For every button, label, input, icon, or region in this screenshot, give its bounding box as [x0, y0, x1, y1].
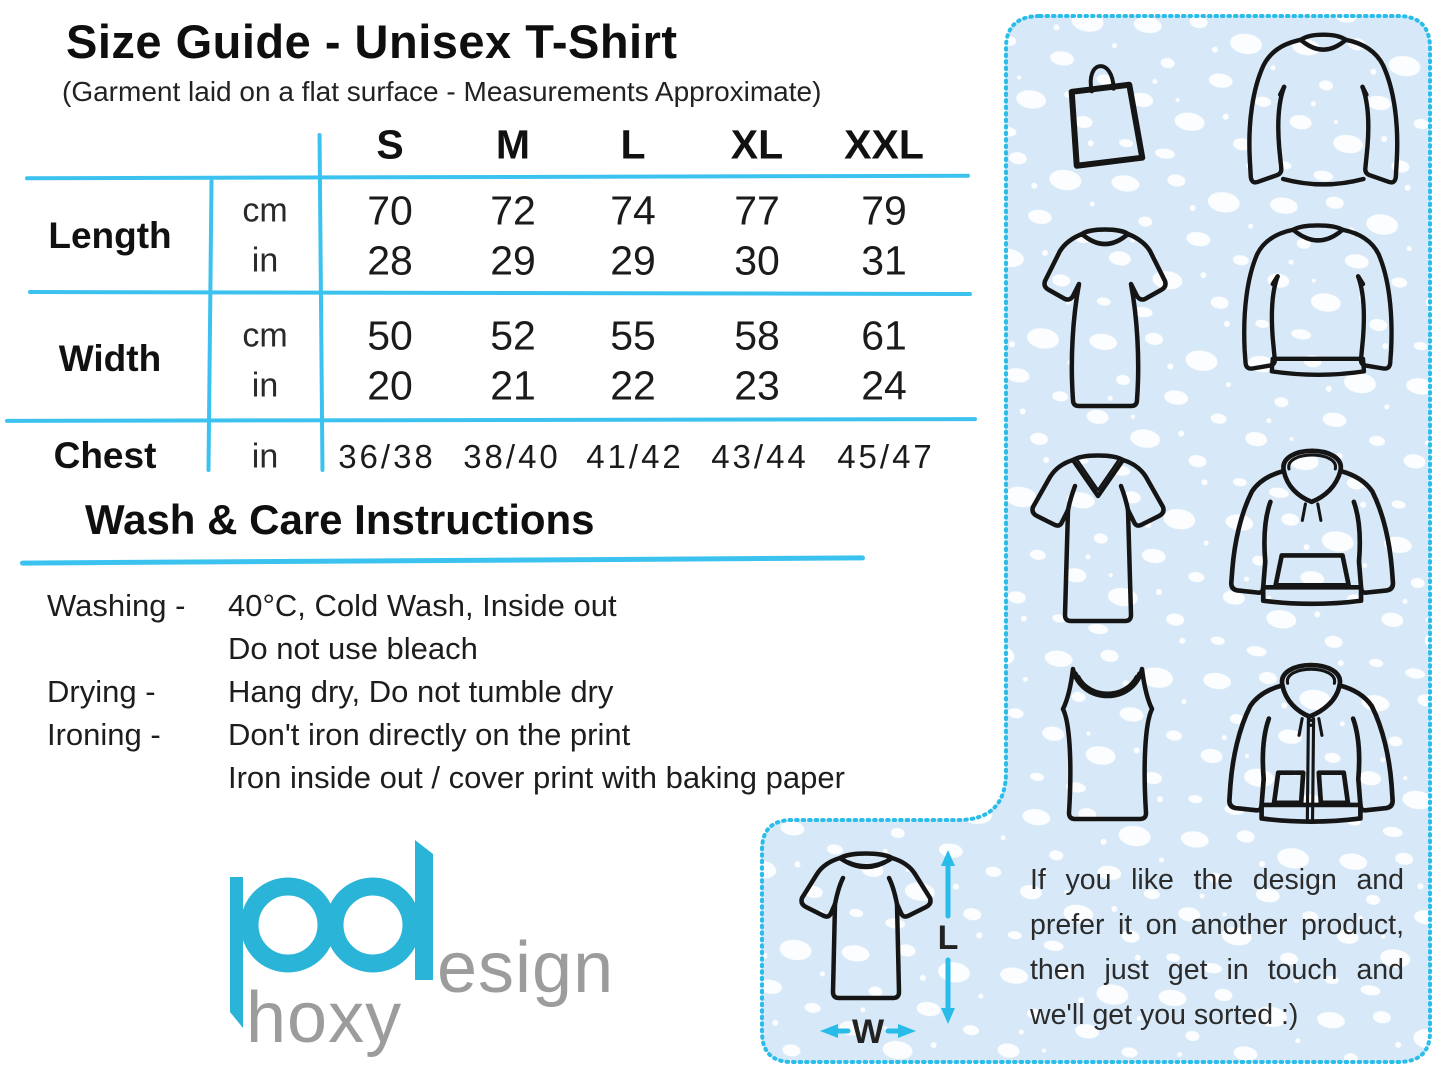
chest-in-xl: 43/44 [711, 438, 809, 475]
width-cm-s: 50 [367, 312, 413, 359]
contact-message-line: then just get in touch and [1030, 954, 1404, 986]
length-in-xxl: 31 [861, 237, 907, 284]
care-text-bleach: Do not use bleach [228, 631, 478, 666]
contact-message-line: we'll get you sorted :) [1030, 999, 1299, 1031]
length-cm-xl: 77 [734, 187, 780, 234]
care-text-ironing: Don't iron directly on the print [228, 717, 631, 752]
col-header-s: S [376, 121, 404, 168]
row-label-width: Width [58, 338, 162, 379]
width-cm-xl: 58 [734, 312, 780, 359]
brand-logo [210, 828, 640, 1073]
length-cm-m: 72 [490, 187, 536, 234]
length-cm-xxl: 79 [861, 187, 907, 234]
width-in-s: 20 [367, 362, 413, 409]
page-subtitle: (Garment laid on a flat surface - Measurements Approximate) [62, 76, 822, 107]
width-cm-l: 55 [610, 312, 656, 359]
width-in-xxl: 24 [861, 362, 907, 409]
width-dim-label: W [851, 1013, 885, 1051]
width-in-l: 22 [610, 362, 656, 409]
page-title: Size Guide - Unisex T-Shirt [66, 15, 678, 68]
length-in-s: 28 [367, 237, 413, 284]
chest-in-xxl: 45/47 [837, 438, 935, 475]
row-label-chest: Chest [53, 435, 157, 476]
care-label-washing: Washing - [47, 588, 186, 623]
contact-message [1030, 858, 1404, 1038]
col-header-xxl: XXL [844, 121, 924, 168]
contact-message-line: prefer it on another product, [1030, 909, 1404, 941]
length-in-xl: 30 [734, 237, 780, 284]
width-unit-cm: cm [242, 316, 288, 355]
length-dim-label: L [937, 919, 959, 957]
length-in-m: 29 [490, 237, 536, 284]
length-cm-l: 74 [610, 187, 656, 234]
logo-design-text: esign [437, 928, 615, 1008]
col-header-xl: XL [730, 121, 784, 168]
col-header-l: L [620, 121, 646, 168]
chest-in-m: 38/40 [463, 438, 561, 475]
col-header-m: M [495, 121, 531, 168]
chest-unit-in: in [251, 437, 279, 476]
width-cm-m: 52 [490, 312, 536, 359]
table-grid-line-v1 [206, 179, 213, 472]
chest-in-s: 36/38 [338, 438, 436, 475]
length-unit-in: in [251, 241, 279, 280]
width-in-m: 21 [490, 362, 536, 409]
care-text-washing: 40°C, Cold Wash, Inside out [228, 588, 617, 623]
care-text-drying: Hang dry, Do not tumble dry [228, 674, 614, 709]
care-label-drying: Drying - [47, 674, 156, 709]
care-underline [20, 555, 865, 565]
chest-in-l: 41/42 [586, 438, 684, 475]
care-text-iron2: Iron inside out / cover print with baking paper [228, 760, 845, 795]
length-unit-cm: cm [242, 191, 288, 230]
width-cm-xxl: 61 [861, 312, 907, 359]
length-cm-s: 70 [367, 187, 413, 234]
care-heading: Wash & Care Instructions [85, 496, 595, 543]
row-label-length: Length [48, 215, 172, 256]
width-in-xl: 23 [734, 362, 780, 409]
contact-message-line: If you like the design and [1030, 864, 1404, 896]
care-label-ironing: Ironing - [47, 717, 161, 752]
length-in-l: 29 [610, 237, 656, 284]
width-unit-in: in [251, 366, 279, 405]
logo-hoxy-text: hoxy [246, 978, 403, 1058]
